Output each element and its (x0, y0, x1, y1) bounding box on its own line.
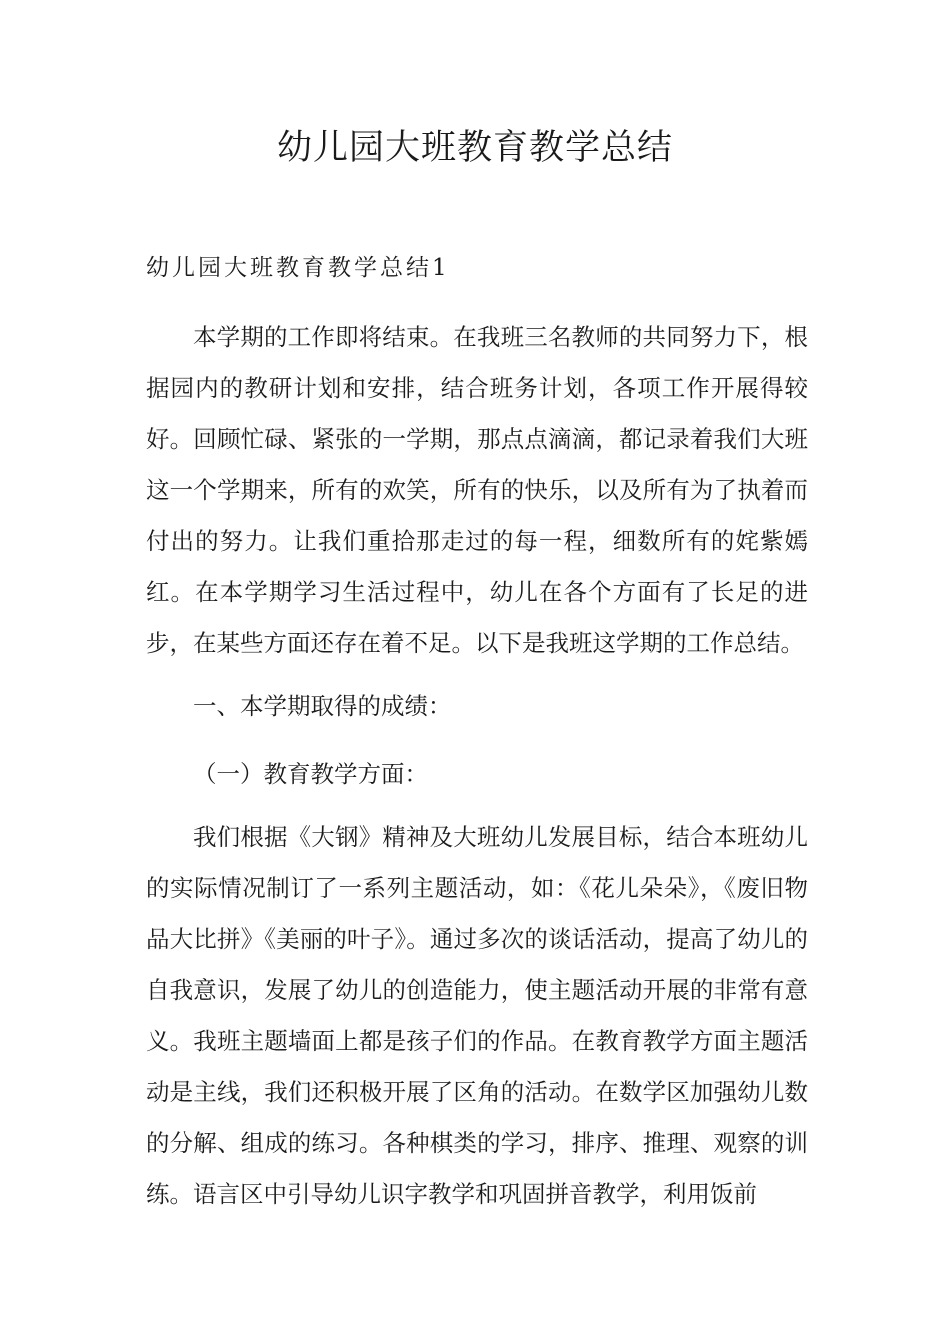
paragraph-achievements-heading: 一、本学期取得的成绩： (193, 692, 452, 720)
paragraph-intro: 本学期的工作即将结束。在我班三名教师的共同努力下，根据园内的教研计划和安排，结合班务计划，各项工作开展得较好。回顾忙碌、紧张的一学期，那点点滴滴，都记录着我们大班这一个学期来，所有的欢笑，所有的快乐，以及所有为了执着而付出的努力。让我们重拾那走过的每一程，细数所有的姹紫嫣红。在本学期学习生活过程中，幼儿在各个方面有了长足的进步，在某些方面还存在着不足。以下是我班这学期的工作总结。 (146, 323, 808, 657)
section-heading: 幼儿园大班教育教学总结1 (146, 255, 450, 281)
document-title: 幼儿园大班教育教学总结 (276, 128, 673, 168)
paragraph-teaching-detail: 我们根据《大钢》精神及大班幼儿发展目标，结合本班幼儿的实际情况制订了一系列主题活动，如：《花儿朵朵》，《废旧物品大比拼》《美丽的叶子》。通过多次的谈话活动，提高了幼儿的自我意识，发展了幼儿的创造能力，使主题活动开展的非常有意义。我班主题墙面上都是孩子们的作品。在教育教学方面主题活动是主线，我们还积极开展了区角的活动。在数学区加强幼儿数的分解、组成的练习。各种棋类的学习，排序、推理、观察的训练。语言区中引导幼儿识字教学和巩固拼音教学，利用饭前 (146, 823, 808, 1208)
paragraph-teaching-subheading: （一）教育教学方面： (193, 760, 428, 788)
